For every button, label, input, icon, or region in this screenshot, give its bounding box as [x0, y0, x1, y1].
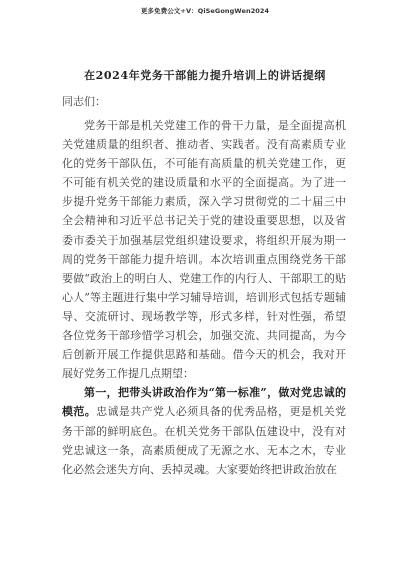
- salutation: 同志们：: [62, 95, 106, 108]
- section-1-text: 忠诚是共产党人必须具备的优秀品格，更是机关党务干部的鲜明底色。在机关党务干部队伍建设中，没有对党忠诚这一条，高素质便成了无源之水、无本之木，专业化必然会迷失方向、丢掉灵魂。大家要始终把讲政治放在: [62, 405, 346, 476]
- paragraph-intro: 党务干部是机关党建工作的骨干力量，是全面提高机关党建质量的组织者、推动者、实践者。没有高素质专业化的党务干部队伍，不可能有高质量的机关党建工作，更不可能有机关党的建设质量和水平的全面提高。为了进一步提升党务干部能力素质，深入学习贯彻党的二十届三中全会精神和习近平总书记关于党的建设重要思想，以及省委市委关于加强基层党组织建设要求，将组织开展为期一周的党务干部能力提升培训。本次培训重点围绕党务干部要做“政治上的明白人、党建工作的内行人、干部职工的贴心人”等主题进行集中学习辅导培训，培训形式包括专题辅导、交流研讨、现场教学等，形式多样，针对性强，希望各位党务干部珍惜学习机会，加强交流、共同提高，为今后创新开展工作提供思路和基础。借今天的机会，我对开展好党务工作提几点期望：: [62, 119, 346, 381]
- header-note: 更多免费公文+V：QiSeGongWen2024: [140, 7, 270, 15]
- document-title: 在2024年党务干部能力提升培训上的讲话提纲: [84, 69, 326, 82]
- section-1-lead: 第一，把带头讲政治作为“第一标准”，做对党忠诚的模范。: [62, 386, 346, 419]
- document-body: [62, 116, 346, 479]
- paragraph-section-1: [62, 383, 346, 478]
